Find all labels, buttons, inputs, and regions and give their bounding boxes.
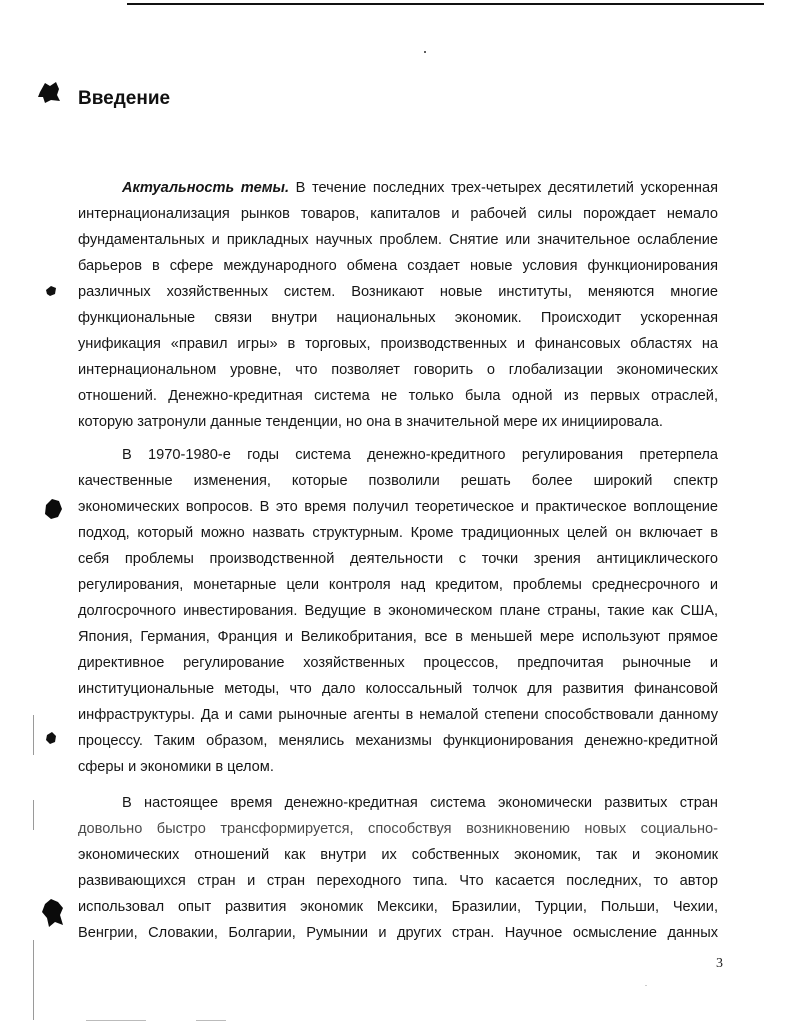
ink-blot-mark xyxy=(45,731,57,745)
top-rule xyxy=(127,3,764,5)
text-line: различных хозяйственных систем. Возникают новые институты, меняются многие xyxy=(78,284,718,300)
text-line: унификация «правил игры» в торговых, производственных и финансовых областях на xyxy=(78,336,718,352)
scan-edge-mark xyxy=(33,715,34,755)
text-line: развивающихся стран и стран переходного типа. Что касается последних, то автор xyxy=(78,873,718,889)
page-number: 3 xyxy=(716,956,723,971)
text-line: функциональные связи внутри национальных экономик. Происходит ускоренная xyxy=(78,310,718,326)
scan-edge-mark xyxy=(33,800,34,830)
text-line: директивное регулирование хозяйственных процессов, предпочитая рыночные и xyxy=(78,655,718,671)
scan-edge-mark xyxy=(33,940,34,1020)
scan-edge-mark xyxy=(196,1020,226,1021)
ink-blot-mark xyxy=(36,80,62,104)
text-line: институциональные методы, что дало колоссальный толчок для развития финансовой xyxy=(78,681,718,697)
text-line: интернациональном уровне, что позволяет говорить о глобализации экономических xyxy=(78,362,718,378)
text-line: В настоящее время денежно-кредитная система экономически развитых стран xyxy=(122,795,718,811)
ink-blot-mark xyxy=(45,285,57,297)
text-line: барьеров в сфере международного обмена создает новые условия функционирования xyxy=(78,258,718,274)
text-line: довольно быстро трансформируется, способствуя возникновению новых социально- xyxy=(78,821,718,837)
section-heading: Введение xyxy=(78,88,171,109)
text-line: экономических вопросов. В это время получил теоретическое и практическое воплощение xyxy=(78,499,718,515)
lead-phrase: Актуальность темы. xyxy=(122,180,290,196)
text-line: интернационализация рынков товаров, капиталов и рабочей силы порождает немало xyxy=(78,206,718,222)
text-line: Япония, Германия, Франция и Великобритания, все в меньшей мере используют прямое xyxy=(78,629,718,645)
text-line: процессу. Таким образом, менялись механизмы функционирования денежно-кредитной xyxy=(78,733,718,749)
text-line: которую затронули данные тенденции, но она в значительной мере их инициировала. xyxy=(78,414,663,430)
text-line: регулирования, монетарные цели контроля над кредитом, проблемы среднесрочного и xyxy=(78,577,718,593)
text-line: отношений. Денежно-кредитная система не только была одной из первых отраслей, xyxy=(78,388,718,404)
ink-blot-mark xyxy=(43,497,63,521)
text-line: Венгрии, Словакии, Болгарии, Румынии и других стран. Научное осмысление данных xyxy=(78,925,718,941)
text-line: долгосрочного инвестирования. Ведущие в экономическом плане страны, такие как США, xyxy=(78,603,718,619)
text-line: экономических отношений как внутри их собственных экономик, так и экономик xyxy=(78,847,718,863)
text-line: инфраструктуры. Да и сами рыночные агенты в немалой степени способствовали данному xyxy=(78,707,718,723)
text-line: использовал опыт развития экономик Мексики, Бразилии, Турции, Польши, Чехии, xyxy=(78,899,718,915)
text-line: Актуальность темы. В течение последних трех-четырех десятилетий ускоренная xyxy=(122,180,718,196)
scan-speck xyxy=(645,985,647,986)
ink-blot-mark xyxy=(41,898,65,928)
text-line: подход, который можно назвать структурным. Кроме традиционных целей он включает в xyxy=(78,525,718,541)
scan-edge-mark xyxy=(86,1020,146,1021)
text-line: сферы и экономики в целом. xyxy=(78,759,274,775)
text-line: В 1970-1980-е годы система денежно-кредитного регулирования претерпела xyxy=(122,447,718,463)
text-line: себя проблемы производственной деятельности с точки зрения антициклического xyxy=(78,551,718,567)
text-line: качественные изменения, которые позволили решать более широкий спектр xyxy=(78,473,718,489)
text-line: фундаментальных и прикладных научных проблем. Снятие или значительное ослабление xyxy=(78,232,718,248)
scan-speck xyxy=(424,51,426,53)
